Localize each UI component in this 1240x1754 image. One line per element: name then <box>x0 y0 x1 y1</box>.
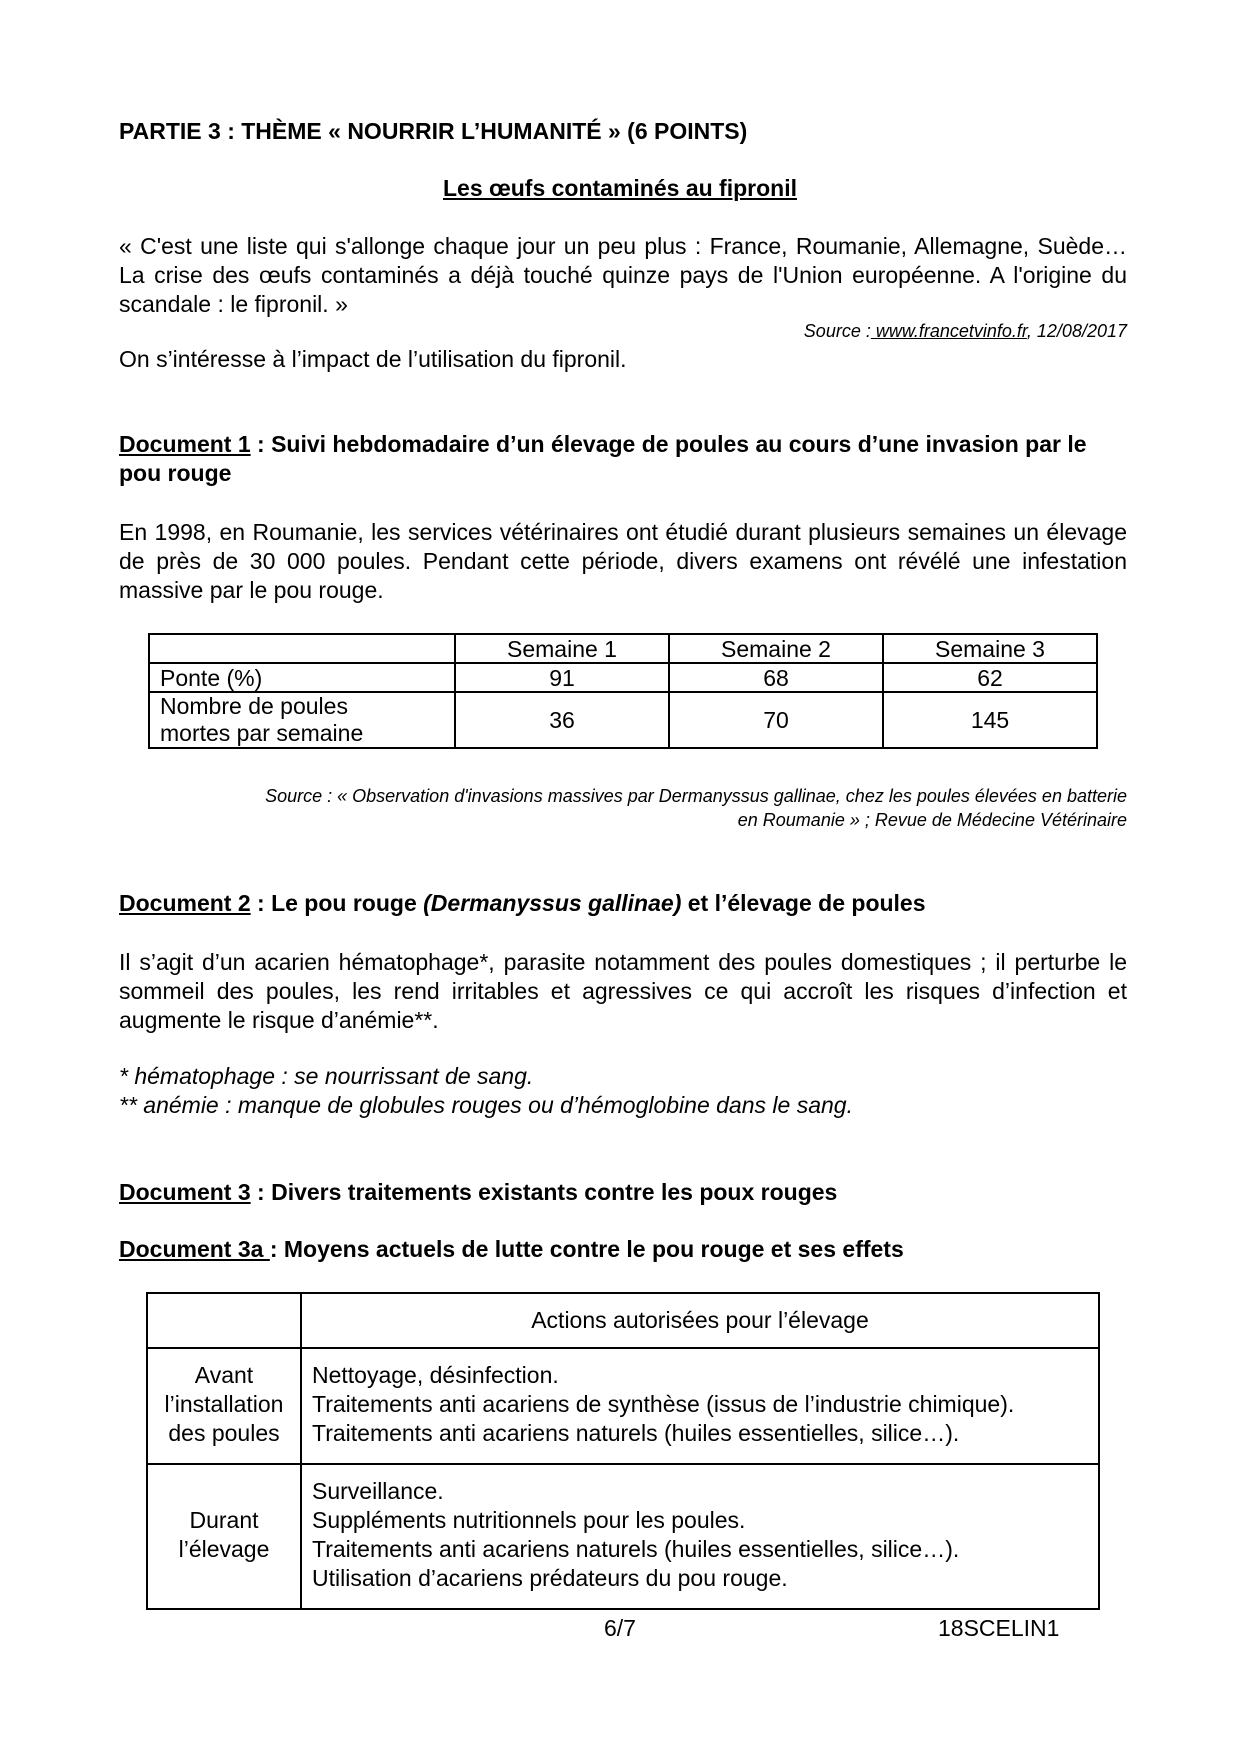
intro-question: On s’intéresse à l’impact de l’utilisation du fipronil. <box>119 346 627 372</box>
list-item: Traitements anti acariens de synthèse (issus de l’industrie chimique). <box>312 1390 1015 1417</box>
doc2-heading <box>119 889 1127 918</box>
page-number: 6/7 <box>604 1615 636 1641</box>
row-label <box>149 692 455 748</box>
list-item: Suppléments nutritionnels pour les poules. <box>312 1506 746 1533</box>
table-header: Semaine 1 <box>455 634 669 663</box>
list-item: Surveillance. <box>312 1477 444 1504</box>
doc1-title: : Suivi hebdomadaire d’un élevage de poules au cours d’une invasion par le pou rouge <box>119 431 1087 486</box>
doc3a-heading <box>119 1235 1127 1264</box>
table-cell: 68 <box>669 663 883 692</box>
table-cell: 91 <box>455 663 669 692</box>
doc2-title-post: et l’élevage de poules <box>681 890 926 916</box>
table-row <box>149 692 1097 748</box>
source-prefix: Source : <box>803 321 871 341</box>
table-cell <box>149 634 455 663</box>
source-line: Source : « Observation d'invasions massives par Dermanyssus gallinae, chez les poules élevées en batterie <box>265 786 1127 806</box>
row-label-line: l’installation <box>164 1390 284 1417</box>
list-item: Nettoyage, désinfection. <box>312 1361 559 1388</box>
intro-source <box>804 321 1127 342</box>
table-header: Semaine 3 <box>883 634 1097 663</box>
doc1-table <box>148 633 1098 749</box>
table-cell: 36 <box>455 692 669 748</box>
table-row <box>147 1348 1099 1464</box>
doc3-label: Document 3 <box>119 1179 251 1205</box>
doc3a-title: : Moyens actuels de lutte contre le pou rouge et ses effets <box>269 1236 904 1262</box>
row-label <box>147 1348 301 1464</box>
part-heading: PARTIE 3 : THÈME « NOURRIR L’HUMANITÉ » (6 POINTS) <box>119 118 748 144</box>
table-cell: 62 <box>883 663 1097 692</box>
table-row <box>149 634 1097 663</box>
source-link[interactable]: www.francetvinfo.fr <box>870 321 1027 341</box>
source-date: , 12/08/2017 <box>1026 321 1127 341</box>
doc2-text: Il s’agit d’un acarien hématophage*, parasite notamment des poules domestiques ; il perturbe le sommeil des poules, les rend irritables et agressives ce qui accroît les risques d’infection et augmente le risque d’anémie**. <box>119 949 1127 1033</box>
row-label: Ponte (%) <box>149 663 455 692</box>
table-cell: 70 <box>669 692 883 748</box>
row-label <box>147 1464 301 1609</box>
doc3a-table <box>146 1292 1100 1610</box>
table-cell <box>301 1464 1099 1609</box>
doc1-source <box>265 784 1127 832</box>
footnote: * hématophage : se nourrissant de sang. <box>119 1063 534 1089</box>
doc3-heading <box>119 1178 1127 1207</box>
table-header: Actions autorisées pour l’élevage <box>301 1293 1099 1348</box>
doc2-footnotes <box>119 1062 1127 1120</box>
source-line: en Roumanie » ; Revue de Médecine Vétérinaire <box>737 810 1127 830</box>
intro-quote: « C'est une liste qui s'allonge chaque jour un peu plus : France, Roumanie, Allemagne, Suède… La crise des œufs contaminés a déjà touché quinze pays de l'Union européenne. A l'origine du scandale : le fipronil. » <box>119 233 1127 317</box>
row-label-line: l’élevage <box>178 1535 270 1562</box>
doc3a-label: Document 3a <box>119 1236 270 1262</box>
table-cell <box>147 1293 301 1348</box>
table-header: Semaine 2 <box>669 634 883 663</box>
table-cell <box>301 1348 1099 1464</box>
doc2-label: Document 2 <box>119 890 251 916</box>
table-row <box>147 1293 1099 1348</box>
page-title: Les œufs contaminés au fipronil <box>443 175 797 201</box>
row-label-line: mortes par semaine <box>160 720 364 746</box>
table-row <box>149 663 1097 692</box>
doc2-title-pre: : Le pou rouge <box>250 890 424 916</box>
row-label-line: des poules <box>168 1419 280 1446</box>
doc2-title-italic: (Dermanyssus gallinae) <box>423 890 682 916</box>
list-item: Traitements anti acariens naturels (huiles essentielles, silice…). <box>312 1419 960 1446</box>
list-item: Traitements anti acariens naturels (huiles essentielles, silice…). <box>312 1535 960 1562</box>
doc1-heading <box>119 430 1127 488</box>
footnote: ** anémie : manque de globules rouges ou d’hémoglobine dans le sang. <box>119 1092 853 1118</box>
row-label-line: Nombre de poules <box>160 693 348 719</box>
row-label-line: Durant <box>189 1506 259 1533</box>
doc1-text: En 1998, en Roumanie, les services vétérinaires ont étudié durant plusieurs semaines un élevage de près de 30 000 poules. Pendant cette période, divers examens ont révélé une infestation massive par le pou rouge. <box>119 519 1127 603</box>
doc1-label: Document 1 <box>119 431 251 457</box>
document-code: 18SCELIN1 <box>938 1615 1060 1641</box>
doc3-title: : Divers traitements existants contre les poux rouges <box>250 1179 838 1205</box>
table-cell: 145 <box>883 692 1097 748</box>
list-item: Utilisation d’acariens prédateurs du pou rouge. <box>312 1564 788 1591</box>
row-label-line: Avant <box>194 1361 254 1388</box>
table-row <box>147 1464 1099 1609</box>
